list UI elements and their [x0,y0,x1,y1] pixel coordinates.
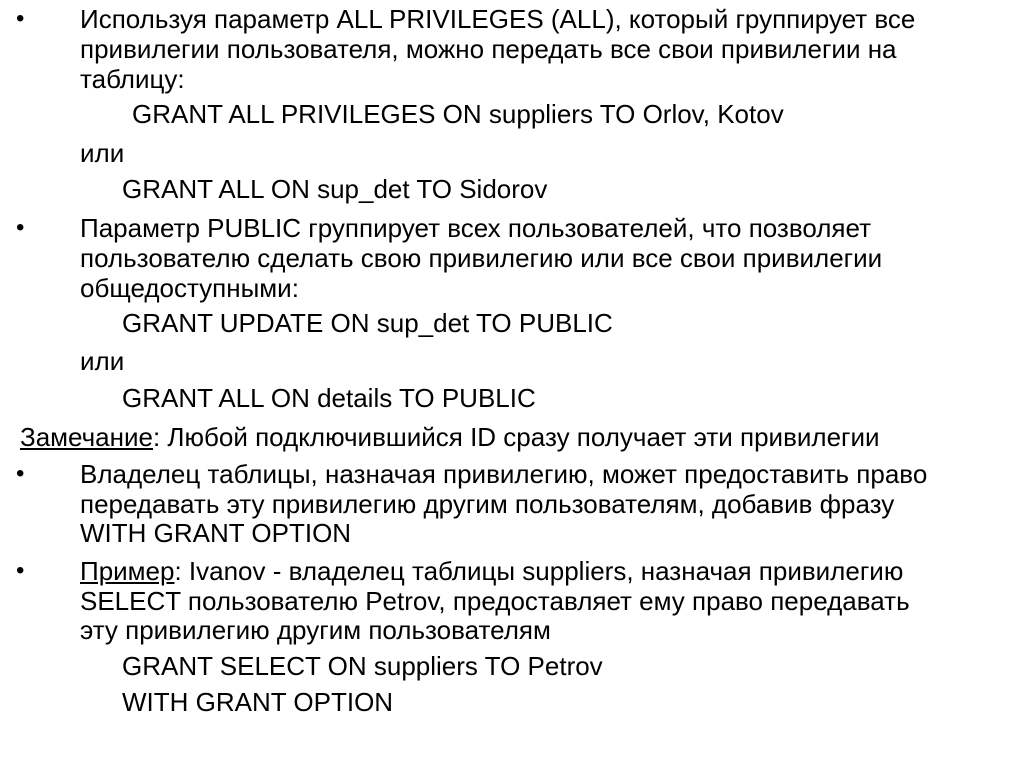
note-text: : Любой подключившийся ID сразу получает эти привилегии [152,422,880,452]
example-line-2: SELECT пользователю Petrov, предоставляет ему право передавать [80,586,910,616]
code-grant-select: GRANT SELECT ON suppliers TO Petrov [122,651,603,681]
note-line [20,424,880,450]
bullet-2-line-1: Параметр PUBLIC группирует всех пользователей, что позволяет [80,213,872,243]
bullet-marker: • [16,557,25,584]
bullet-3-line-3: WITH GRANT OPTION [80,518,352,548]
or-text-2: или [80,346,125,376]
bullet-marker: • [16,5,25,32]
example-line-3: эту привилегию другим пользователям [80,615,551,645]
bullet-3-line-2: передавать эту привилегию другим пользователям, добавив фразу [80,489,895,519]
code-grant-all-privileges: GRANT ALL PRIVILEGES ON suppliers TO Orlov, Kotov [132,99,784,129]
example-line-1-rest: : Ivanov - владелец таблицы suppliers, назначая привилегию [174,556,904,586]
bullet-marker: • [16,214,25,241]
bullet-3-line-1: Владелец таблицы, назначая привилегию, может предоставить право [80,459,928,489]
bullet-2-line-2: пользователю сделать свою привилегию или все свои привилегии [80,243,883,273]
bullet-1-line-1: Используя параметр ALL PRIVILEGES (ALL), который группирует все [80,4,916,34]
bullet-1-line-3: таблицу: [80,64,185,94]
example-label: Пример [80,556,175,586]
or-text-1: или [80,138,125,168]
code-grant-update: GRANT UPDATE ON sup_det TO PUBLIC [122,308,613,338]
code-grant-all-sup-det: GRANT ALL ON sup_det TO Sidorov [122,174,548,204]
code-with-grant-option: WITH GRANT OPTION [122,687,394,717]
bullet-marker: • [16,460,25,487]
code-grant-all-details: GRANT ALL ON details TO PUBLIC [122,383,536,413]
example-line-1 [80,558,903,584]
note-label: Замечание [20,422,153,452]
bullet-1-line-2: привилегии пользователя, можно передать все свои привилегии на [80,34,897,64]
bullet-2-line-3: общедоступными: [80,273,299,303]
